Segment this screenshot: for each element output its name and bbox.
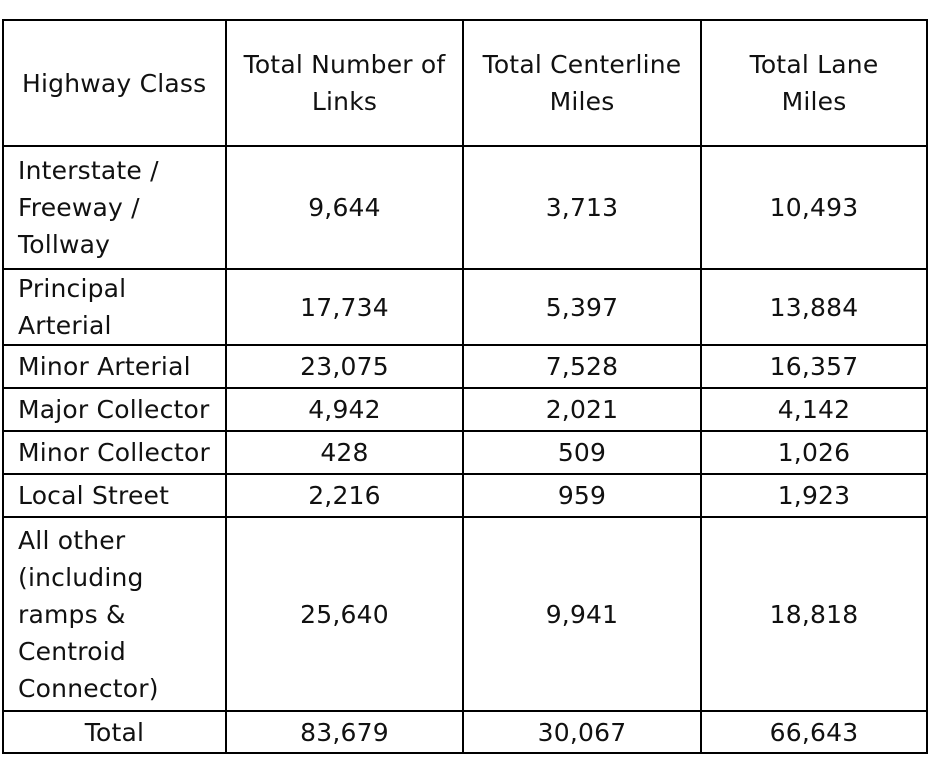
row-links-cell: 23,075 xyxy=(226,345,463,388)
row-class-cell: Major Collector xyxy=(3,388,226,431)
row-centerline-cell: 5,397 xyxy=(463,269,701,345)
row-lane-cell: 1,026 xyxy=(701,431,927,474)
row-lane-cell: 10,493 xyxy=(701,146,927,269)
row-class-cell: Local Street xyxy=(3,474,226,517)
table-row xyxy=(3,345,927,388)
header-centerline-miles: Total Centerline Miles xyxy=(463,20,701,146)
row-centerline-cell: 509 xyxy=(463,431,701,474)
header-total-links: Total Number of Links xyxy=(226,20,463,146)
row-centerline-cell: 7,528 xyxy=(463,345,701,388)
row-lane-cell: 18,818 xyxy=(701,517,927,711)
total-lane-cell: 66,643 xyxy=(701,711,927,753)
total-label-cell: Total xyxy=(3,711,226,753)
row-centerline-cell: 3,713 xyxy=(463,146,701,269)
row-class-cell: All other (including ramps & Centroid Connector) xyxy=(3,517,226,711)
row-links-cell: 17,734 xyxy=(226,269,463,345)
table-header-row xyxy=(3,20,927,146)
row-links-cell: 2,216 xyxy=(226,474,463,517)
row-links-cell: 9,644 xyxy=(226,146,463,269)
row-centerline-cell: 9,941 xyxy=(463,517,701,711)
row-links-cell: 25,640 xyxy=(226,517,463,711)
total-links-cell: 83,679 xyxy=(226,711,463,753)
row-lane-cell: 4,142 xyxy=(701,388,927,431)
highway-class-table xyxy=(2,19,928,754)
row-class-cell: Minor Arterial xyxy=(3,345,226,388)
table-row xyxy=(3,269,927,345)
row-centerline-cell: 959 xyxy=(463,474,701,517)
row-class-cell: Minor Collector xyxy=(3,431,226,474)
table-row xyxy=(3,146,927,269)
header-highway-class: Highway Class xyxy=(3,20,226,146)
row-links-cell: 4,942 xyxy=(226,388,463,431)
total-centerline-cell: 30,067 xyxy=(463,711,701,753)
row-centerline-cell: 2,021 xyxy=(463,388,701,431)
row-lane-cell: 16,357 xyxy=(701,345,927,388)
header-lane-miles: Total Lane Miles xyxy=(701,20,927,146)
row-class-cell: Interstate / Freeway / Tollway xyxy=(3,146,226,269)
table-row xyxy=(3,388,927,431)
row-lane-cell: 1,923 xyxy=(701,474,927,517)
row-links-cell: 428 xyxy=(226,431,463,474)
row-class-cell: Principal Arterial xyxy=(3,269,226,345)
table-row xyxy=(3,517,927,711)
table-row xyxy=(3,431,927,474)
row-lane-cell: 13,884 xyxy=(701,269,927,345)
table-total-row xyxy=(3,711,927,753)
table-row xyxy=(3,474,927,517)
